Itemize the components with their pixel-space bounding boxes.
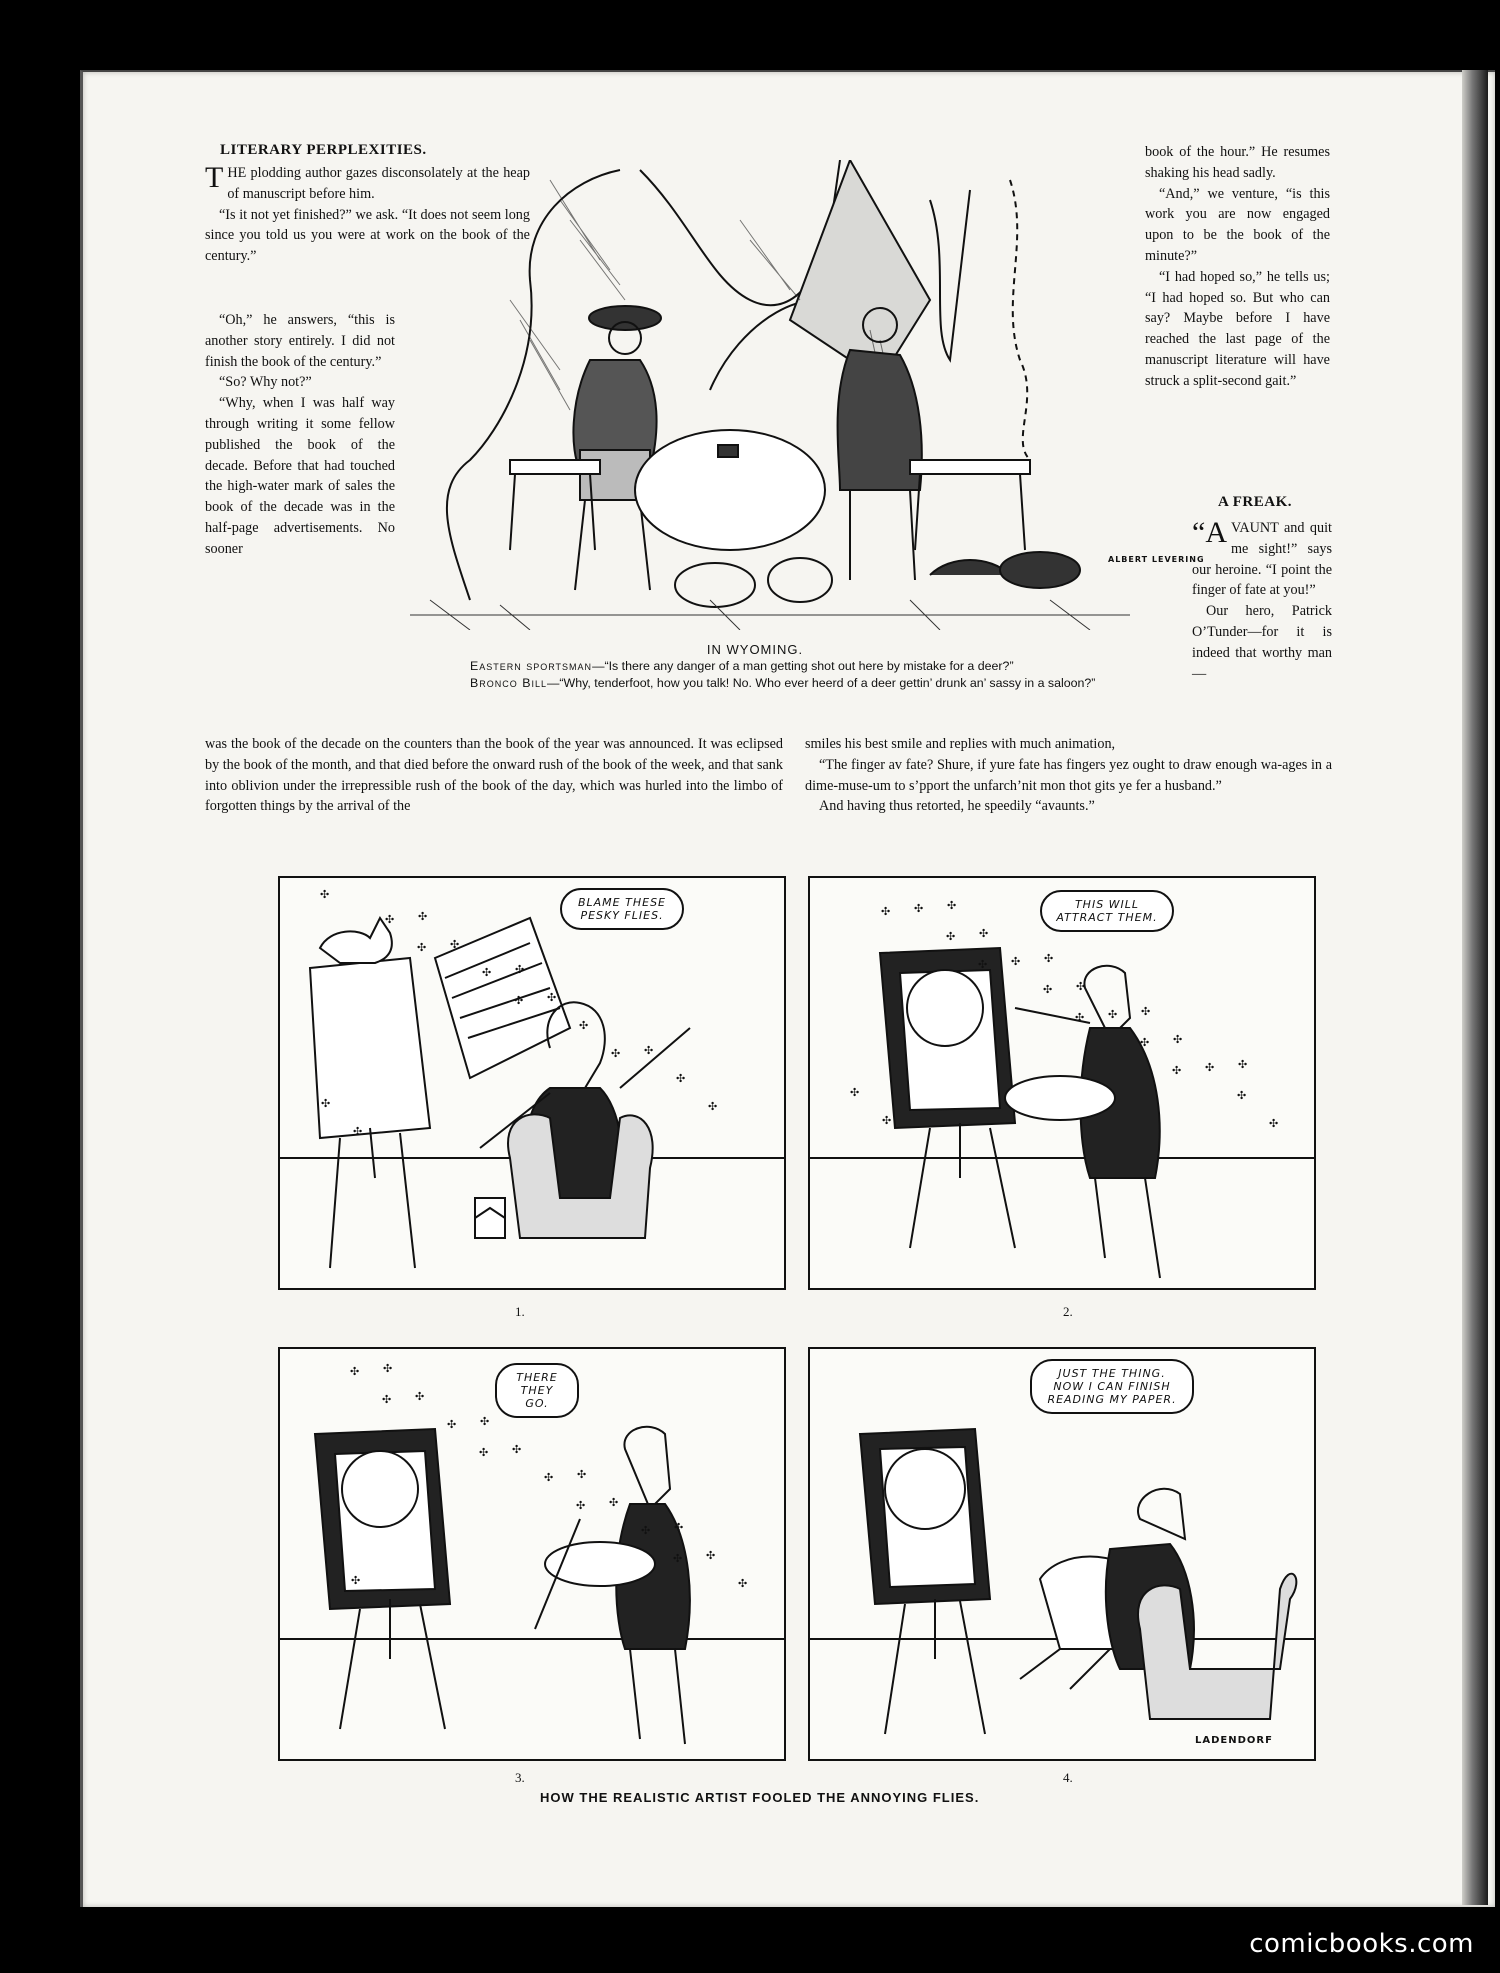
fly-icon: ✣: [673, 1553, 683, 1565]
dialogue: —“Is there any danger of a man getting shot out here by mistake for a deer?”: [592, 659, 1014, 673]
fly-icon: ✣: [1075, 1012, 1085, 1024]
fly-icon: ✣: [946, 931, 956, 943]
paragraph: Our hero, Patrick O’Tunder—for it is indeed that worthy man—: [1192, 603, 1332, 682]
fly-icon: ✣: [512, 1444, 522, 1456]
fly-icon: ✣: [1044, 953, 1054, 965]
article-freak-column: [1192, 518, 1332, 684]
comic-panel-4: [808, 1347, 1316, 1761]
fly-icon: ✣: [353, 1126, 363, 1138]
paragraph: “Oh,” he answers, “this is another story entirely. I did not finish the book of the century.”: [205, 312, 395, 370]
fly-icon: ✣: [382, 1394, 392, 1406]
article-column-narrow: [205, 310, 395, 560]
fly-icon: ✣: [979, 928, 989, 940]
fly-icon: ✣: [320, 889, 330, 901]
fly-icon: ✣: [479, 1447, 489, 1459]
comic-panel-1: [278, 876, 786, 1290]
fly-icon: ✣: [1172, 1065, 1182, 1077]
fly-icon: ✣: [641, 1525, 651, 1537]
article-column-bottom-left: [205, 734, 783, 817]
fly-icon: ✣: [1140, 1037, 1150, 1049]
paragraph: book of the hour.” He resumes shaking his head sadly.: [1145, 144, 1330, 181]
panel-number: 4.: [1063, 1770, 1073, 1785]
paragraph: “And,” we venture, “is this work you are now engaged upon to be the book of the minute?”: [1145, 185, 1330, 264]
drop-cap: “A: [1192, 516, 1227, 549]
fly-icon: ✣: [418, 911, 428, 923]
fly-icon: ✣: [611, 1048, 621, 1060]
illustration-caption-line-2: [455, 675, 1175, 692]
panel-number: 3.: [515, 1770, 525, 1785]
speech-bubble: THERE THEY GO.: [495, 1363, 579, 1418]
fly-icon: ✣: [1043, 984, 1053, 996]
fly-icon: ✣: [850, 1087, 860, 1099]
fly-icon: ✣: [415, 1391, 425, 1403]
paragraph: “The finger av fate? Shure, if yure fate has fingers yez ought to draw enough wa-ages in a dime-muse-um to s’pport the unfarch’nit mon thot gits ye fer a husband.”: [805, 756, 1332, 794]
panel-2-drawing: [810, 878, 1314, 1288]
fly-icon: ✣: [1141, 1006, 1151, 1018]
fly-icon: ✣: [579, 1020, 589, 1032]
paragraph: smiles his best smile and replies with much animation,: [805, 736, 1116, 752]
paragraph: was the book of the decade on the counters than the book of the year was announced. It was eclipsed by the book of the month, and that died before the onward rush of the book of the week, and that sank into oblivion under the irrepressible rush of the book of the day, which was hurled into the limbo of forgotten things by the arrival of the: [205, 736, 783, 815]
fly-icon: ✣: [609, 1497, 619, 1509]
fly-icon: ✣: [383, 1363, 393, 1375]
fly-icon: ✣: [914, 903, 924, 915]
paragraph: “So? Why not?”: [219, 374, 312, 391]
wyoming-illustration: [410, 160, 1130, 630]
fly-icon: ✣: [738, 1578, 748, 1590]
illustration-title: IN WYOMING.: [706, 642, 804, 657]
drop-cap: T: [205, 161, 224, 194]
fly-icon: ✣: [1011, 956, 1021, 968]
comic-caption: HOW THE REALISTIC ARTIST FOOLED THE ANNOYING FLIES.: [540, 1790, 980, 1805]
speaker-label: Bronco Bill: [470, 676, 547, 690]
comic-panel-3: [278, 1347, 786, 1761]
fly-icon: ✣: [450, 939, 460, 951]
fly-icon: ✣: [978, 959, 988, 971]
fly-icon: ✣: [1108, 1009, 1118, 1021]
fly-icon: ✣: [674, 1522, 684, 1534]
fly-icon: ✣: [385, 914, 395, 926]
fly-icon: ✣: [881, 906, 891, 918]
article-title-literary-perplexities: LITERARY PERPLEXITIES.: [220, 142, 427, 158]
speech-bubble: JUST THE THING. NOW I CAN FINISH READING MY PAPER.: [1030, 1359, 1194, 1414]
speaker-label: Eastern sportsman: [470, 659, 593, 673]
fly-icon: ✣: [1076, 981, 1086, 993]
fly-icon: ✣: [544, 1472, 554, 1484]
fly-icon: ✣: [480, 1416, 490, 1428]
fly-icon: ✣: [577, 1469, 587, 1481]
fly-icon: ✣: [351, 1575, 361, 1587]
paragraph: HE plodding author gazes disconsolately at the heap of manuscript before him.: [227, 165, 530, 202]
panel-1-drawing: [280, 878, 784, 1288]
fly-icon: ✣: [706, 1550, 716, 1562]
fly-icon: ✣: [321, 1098, 331, 1110]
panel-number: 2.: [1063, 1304, 1073, 1319]
panel-number: 1.: [515, 1304, 525, 1319]
fly-icon: ✣: [1269, 1118, 1279, 1130]
illustration-signature: ALBERT LEVERING: [1108, 555, 1205, 564]
fly-icon: ✣: [547, 992, 557, 1004]
fly-icon: ✣: [947, 900, 957, 912]
paragraph: And having thus retorted, he speedily “avaunts.”: [819, 798, 1095, 815]
site-watermark: comicbooks.com: [1249, 1929, 1474, 1959]
article-title-a-freak: A FREAK.: [1218, 494, 1293, 510]
fly-icon: ✣: [417, 942, 427, 954]
fly-icon: ✣: [576, 1500, 586, 1512]
paragraph: “Is it not yet finished?” we ask. “It does not seem long since you told us you were at work on the book of the century.”: [205, 206, 530, 265]
page-edge-shadow: [1462, 70, 1488, 1905]
paragraph: “Why, when I was half way through writing it some fellow published the book of the decade. Before that had touched the high-water mark of sales the book of the decade was in the half-page advertisements. No sooner: [205, 395, 395, 557]
fly-icon: ✣: [1173, 1034, 1183, 1046]
dialogue: —“Why, tenderfoot, how you talk! No. Who ever heerd of a deer gettin’ drunk an’ sassy in a saloon?”: [546, 676, 1096, 690]
article-freak-bottom: [805, 734, 1332, 817]
artist-signature: LADENDORF: [1195, 1735, 1273, 1746]
fly-icon: ✣: [644, 1045, 654, 1057]
fly-icon: ✣: [1238, 1059, 1248, 1071]
paragraph: “I had hoped so,” he tells us; “I had hoped so. But who can say? Maybe before I have reached the last page of the manuscript literature will have struck a split-second gait.”: [1145, 268, 1330, 389]
fly-icon: ✣: [482, 967, 492, 979]
paragraph: VAUNT and quit me sight!” says our heroine. “I point the finger of fate at you!”: [1192, 520, 1332, 599]
fly-icon: ✣: [676, 1073, 686, 1085]
fly-icon: ✣: [882, 1115, 892, 1127]
speech-bubble: BLAME THESE PESKY FLIES.: [560, 888, 684, 930]
article-column-right: [1145, 142, 1330, 392]
illustration-caption-line-1: [470, 658, 1190, 675]
fly-icon: ✣: [514, 995, 524, 1007]
comic-panel-2: [808, 876, 1316, 1290]
fly-icon: ✣: [708, 1101, 718, 1113]
fly-icon: ✣: [515, 964, 525, 976]
fly-icon: ✣: [1237, 1090, 1247, 1102]
fly-icon: ✣: [1205, 1062, 1215, 1074]
fly-icon: ✣: [447, 1419, 457, 1431]
speech-bubble: THIS WILL ATTRACT THEM.: [1040, 890, 1174, 932]
fly-icon: ✣: [350, 1366, 360, 1378]
